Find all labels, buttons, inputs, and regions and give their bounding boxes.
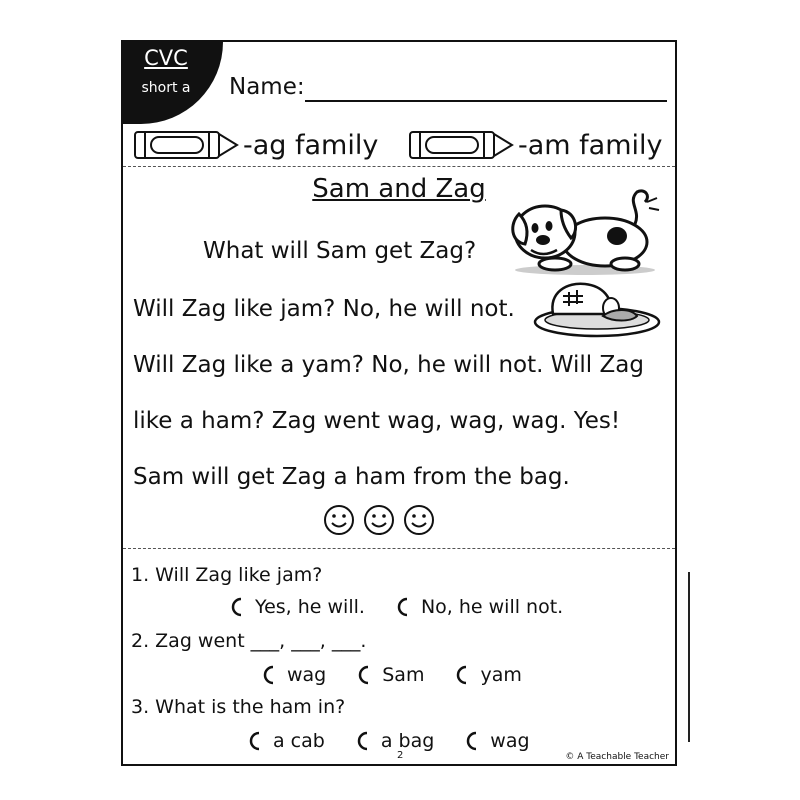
story-title-text: Sam and Zag bbox=[312, 174, 486, 204]
option-label: a cab bbox=[273, 730, 325, 752]
smiley-face-icon[interactable] bbox=[363, 504, 395, 536]
option-label: wag bbox=[287, 664, 327, 686]
section-divider bbox=[123, 548, 675, 549]
answer-option[interactable] bbox=[395, 596, 563, 618]
story-line-2: Will Zag like jam? No, he will not. bbox=[133, 296, 515, 322]
question-2-prompt: 2. Zag went ___, ___, ___. bbox=[131, 630, 367, 652]
am-family-text: -am family bbox=[518, 129, 663, 161]
smiley-face-icon[interactable] bbox=[403, 504, 435, 536]
radio-bubble-icon[interactable] bbox=[454, 665, 474, 685]
answer-option[interactable] bbox=[355, 730, 434, 752]
option-label: yam bbox=[480, 664, 522, 686]
answer-option[interactable] bbox=[356, 664, 424, 686]
answer-option[interactable] bbox=[261, 664, 326, 686]
dog-illustration bbox=[505, 184, 665, 276]
question-3-prompt: 3. What is the ham in? bbox=[131, 696, 346, 718]
cvc-badge bbox=[123, 42, 223, 124]
question-2-options bbox=[261, 664, 522, 686]
rating-smileys bbox=[323, 504, 435, 536]
answer-option[interactable] bbox=[454, 664, 521, 686]
radio-bubble-icon[interactable] bbox=[356, 665, 376, 685]
radio-bubble-icon[interactable] bbox=[395, 597, 415, 617]
radio-bubble-icon[interactable] bbox=[229, 597, 249, 617]
option-label: Sam bbox=[382, 664, 425, 686]
question-3-options bbox=[247, 730, 530, 752]
smiley-face-icon[interactable] bbox=[323, 504, 355, 536]
option-label: Yes, he will. bbox=[255, 596, 365, 618]
page-number: 2 bbox=[397, 750, 404, 761]
badge-title: CVC bbox=[144, 46, 188, 70]
worksheet-page bbox=[121, 40, 677, 766]
name-label: Name: bbox=[229, 74, 305, 100]
badge-subtitle: short a bbox=[141, 80, 191, 96]
radio-bubble-icon[interactable] bbox=[355, 731, 375, 751]
name-write-line[interactable] bbox=[305, 100, 667, 102]
question-1-options bbox=[229, 596, 563, 618]
crayon-icon bbox=[133, 129, 241, 161]
ham-illustration bbox=[533, 278, 663, 340]
option-label: wag bbox=[490, 730, 530, 752]
answer-option[interactable] bbox=[229, 596, 365, 618]
radio-bubble-icon[interactable] bbox=[247, 731, 267, 751]
answer-option[interactable] bbox=[464, 730, 529, 752]
option-label: a bag bbox=[380, 730, 435, 752]
option-label: No, he will not. bbox=[420, 596, 564, 618]
story-line-5: Sam will get Zag a ham from the bag. bbox=[133, 464, 570, 490]
section-divider bbox=[123, 166, 675, 167]
ag-family-label bbox=[133, 124, 378, 166]
question-1-prompt: 1. Will Zag like jam? bbox=[131, 564, 323, 586]
radio-bubble-icon[interactable] bbox=[464, 731, 484, 751]
story-line-4: like a ham? Zag went wag, wag, wag. Yes! bbox=[133, 408, 621, 434]
crayon-icon bbox=[408, 129, 516, 161]
radio-bubble-icon[interactable] bbox=[261, 665, 281, 685]
answer-option[interactable] bbox=[247, 730, 325, 752]
am-family-label bbox=[408, 124, 663, 166]
ag-family-text: -ag family bbox=[243, 129, 379, 161]
story-line-1: What will Sam get Zag? bbox=[203, 238, 477, 264]
story-line-3: Will Zag like a yam? No, he will not. Will Zag bbox=[133, 352, 644, 378]
page-edge-line bbox=[688, 572, 690, 742]
copyright-notice: © A Teachable Teacher bbox=[565, 752, 669, 762]
